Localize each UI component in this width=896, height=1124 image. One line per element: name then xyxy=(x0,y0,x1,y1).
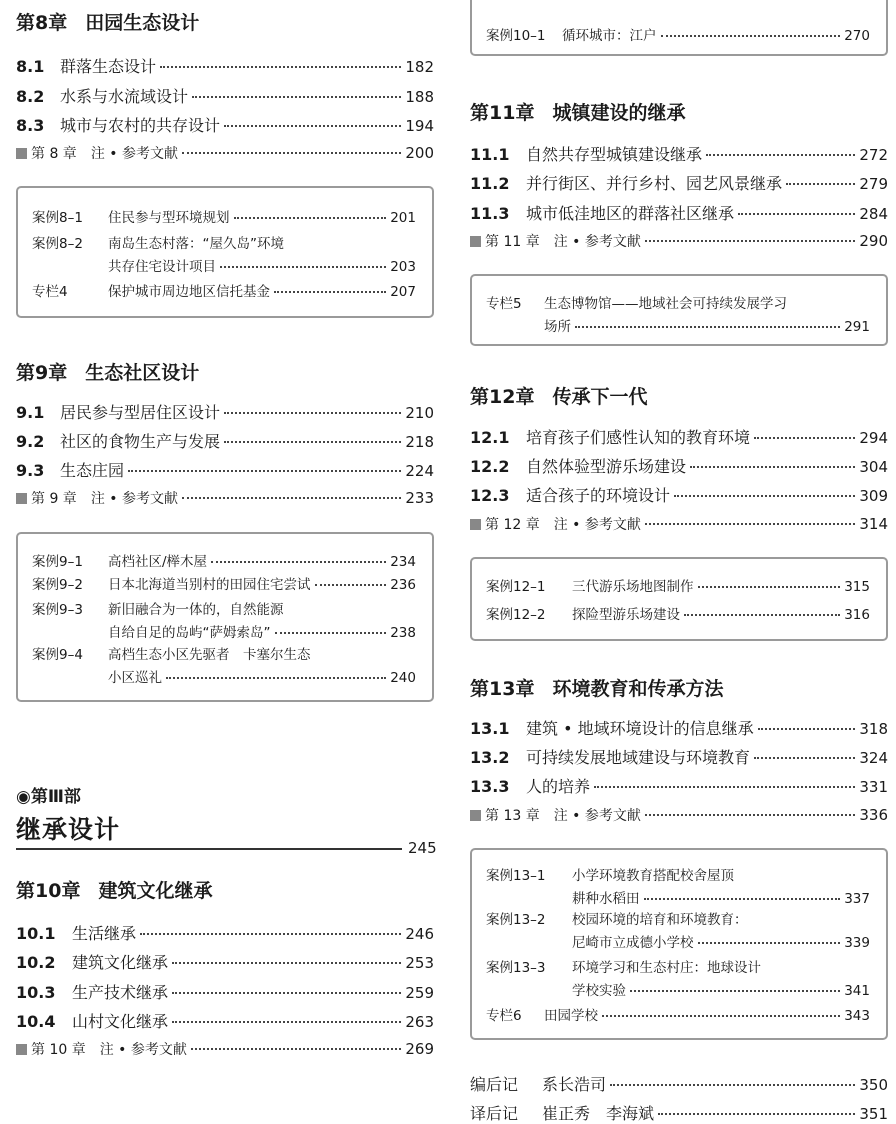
square-bullet-icon xyxy=(470,519,481,530)
chapter-number: 第9章 xyxy=(16,362,68,384)
toc-notes-ch8[interactable]: 第 8 章 注 • 参考文献 200 xyxy=(16,143,434,163)
toc-section-11-2[interactable]: 11.2 并行街区、并行乡村、园艺风景继承 279 xyxy=(470,174,888,193)
chapter-8-title xyxy=(16,8,199,35)
toc-case-8-2[interactable]: 案例8–2 南岛生态村落：“屋久岛”环境 共存住宅设计项目 203 xyxy=(32,236,416,275)
chapter-number: 第13章 xyxy=(470,678,535,700)
chapter-number: 第12章 xyxy=(470,386,535,408)
case-box-ch9 xyxy=(16,532,434,702)
chapter-name: 生态社区设计 xyxy=(85,362,200,384)
toc-section-10-2[interactable]: 10.2 建筑文化继承 253 xyxy=(16,953,434,972)
toc-section-8-2[interactable]: 8.2 水系与水流域设计 188 xyxy=(16,87,434,106)
toc-case-13-3[interactable]: 案例13–3 环境学习和生态村庄：地球设计 学校实验 341 xyxy=(486,960,870,999)
chapter-9-title xyxy=(16,358,199,385)
toc-case-8-1[interactable]: 案例8–1 住民参与型环境规划 201 xyxy=(32,210,416,226)
toc-case-12-2[interactable]: 案例12–2 探险型游乐场建设 316 xyxy=(486,607,870,623)
chapter-name: 田园生态设计 xyxy=(85,12,200,34)
chapter-13-title xyxy=(470,674,723,701)
toc-case-10-1[interactable]: 案例10–1 循环城市：江户 270 xyxy=(486,28,870,44)
toc-translator-afterword[interactable]: 译后记 崔正秀 李海斌 351 xyxy=(470,1104,888,1123)
toc-section-12-3[interactable]: 12.3 适合孩子的环境设计 309 xyxy=(470,486,888,505)
case-box-ch8 xyxy=(16,186,434,318)
case-box-ch11 xyxy=(470,274,888,346)
toc-column-4[interactable]: 专栏4 保护城市周边地区信托基金 207 xyxy=(32,284,416,300)
toc-case-9-4[interactable]: 案例9–4 高档生态小区先驱者 卡塞尔生态 小区巡礼 240 xyxy=(32,647,416,686)
case-box-ch10-continued xyxy=(470,0,888,56)
square-bullet-icon xyxy=(16,148,27,159)
toc-case-9-3[interactable]: 案例9–3 新旧融合为一体的，自然能源 自给自足的岛屿“萨姆索岛” 238 xyxy=(32,602,416,641)
toc-section-10-4[interactable]: 10.4 山村文化继承 263 xyxy=(16,1012,434,1031)
chapter-number: 第8章 xyxy=(16,12,68,34)
case-box-ch13 xyxy=(470,848,888,1040)
chapter-number: 第10章 xyxy=(16,880,81,902)
toc-notes-ch12[interactable]: 第 12 章 注 • 参考文献 314 xyxy=(470,514,888,534)
toc-case-12-1[interactable]: 案例12–1 三代游乐场地图制作 315 xyxy=(486,579,870,595)
toc-notes-ch10[interactable]: 第 10 章 注 • 参考文献 269 xyxy=(16,1039,434,1059)
square-bullet-icon xyxy=(16,493,27,504)
toc-section-13-1[interactable]: 13.1 建筑 • 地域环境设计的信息继承 318 xyxy=(470,719,888,738)
part-3-page: 245 xyxy=(408,839,437,857)
toc-section-9-3[interactable]: 9.3 生态庄园 224 xyxy=(16,461,434,480)
toc-section-9-1[interactable]: 9.1 居民参与型居住区设计 210 xyxy=(16,403,434,422)
chapter-name: 环境教育和传承方法 xyxy=(552,678,724,700)
toc-section-12-2[interactable]: 12.2 自然体验型游乐场建设 304 xyxy=(470,457,888,476)
toc-editor-afterword[interactable]: 编后记 系长浩司 350 xyxy=(470,1075,888,1094)
toc-column-5[interactable]: 专栏5 生态博物馆——地域社会可持续发展学习 场所 291 xyxy=(486,296,870,335)
chapter-11-title xyxy=(470,98,685,125)
toc-section-10-3[interactable]: 10.3 生产技术继承 259 xyxy=(16,983,434,1002)
toc-case-13-2[interactable]: 案例13–2 校园环境的培育和环境教育： 尼崎市立成德小学校 339 xyxy=(486,912,870,951)
toc-section-8-3[interactable]: 8.3 城市与农村的共存设计 194 xyxy=(16,116,434,135)
chapter-12-title xyxy=(470,382,647,409)
chapter-name: 传承下一代 xyxy=(552,386,648,408)
part-3-label: ◉第Ⅲ部 xyxy=(16,787,81,807)
toc-notes-ch13[interactable]: 第 13 章 注 • 参考文献 336 xyxy=(470,805,888,825)
part-3-title: 继承设计 xyxy=(16,815,121,844)
toc-section-11-3[interactable]: 11.3 城市低洼地区的群落社区继承 284 xyxy=(470,204,888,223)
toc-notes-ch11[interactable]: 第 11 章 注 • 参考文献 290 xyxy=(470,231,888,251)
part-3-rule xyxy=(16,848,402,850)
toc-section-11-1[interactable]: 11.1 自然共存型城镇建设继承 272 xyxy=(470,145,888,164)
case-box-ch12 xyxy=(470,557,888,641)
toc-case-9-1[interactable]: 案例9–1 高档社区/榉木屋 234 xyxy=(32,554,416,570)
square-bullet-icon xyxy=(16,1044,27,1055)
square-bullet-icon xyxy=(470,236,481,247)
toc-section-13-3[interactable]: 13.3 人的培养 331 xyxy=(470,777,888,796)
chapter-10-title xyxy=(16,876,212,903)
toc-case-13-1[interactable]: 案例13–1 小学环境教育搭配校舍屋顶 耕种水稻田 337 xyxy=(486,868,870,907)
chapter-name: 城镇建设的继承 xyxy=(552,102,686,124)
square-bullet-icon xyxy=(470,810,481,821)
chapter-name: 建筑文化继承 xyxy=(98,880,213,902)
toc-notes-ch9[interactable]: 第 9 章 注 • 参考文献 233 xyxy=(16,488,434,508)
toc-section-9-2[interactable]: 9.2 社区的食物生产与发展 218 xyxy=(16,432,434,451)
toc-section-12-1[interactable]: 12.1 培育孩子们感性认知的教育环境 294 xyxy=(470,428,888,447)
toc-case-9-2[interactable]: 案例9–2 日本北海道当别村的田园住宅尝试 236 xyxy=(32,577,416,593)
toc-section-13-2[interactable]: 13.2 可持续发展地域建设与环境教育 324 xyxy=(470,748,888,767)
chapter-number: 第11章 xyxy=(470,102,535,124)
toc-column-6[interactable]: 专栏6 田园学校 343 xyxy=(486,1008,870,1024)
toc-section-10-1[interactable]: 10.1 生活继承 246 xyxy=(16,924,434,943)
toc-section-8-1[interactable]: 8.1 群落生态设计 182 xyxy=(16,57,434,76)
